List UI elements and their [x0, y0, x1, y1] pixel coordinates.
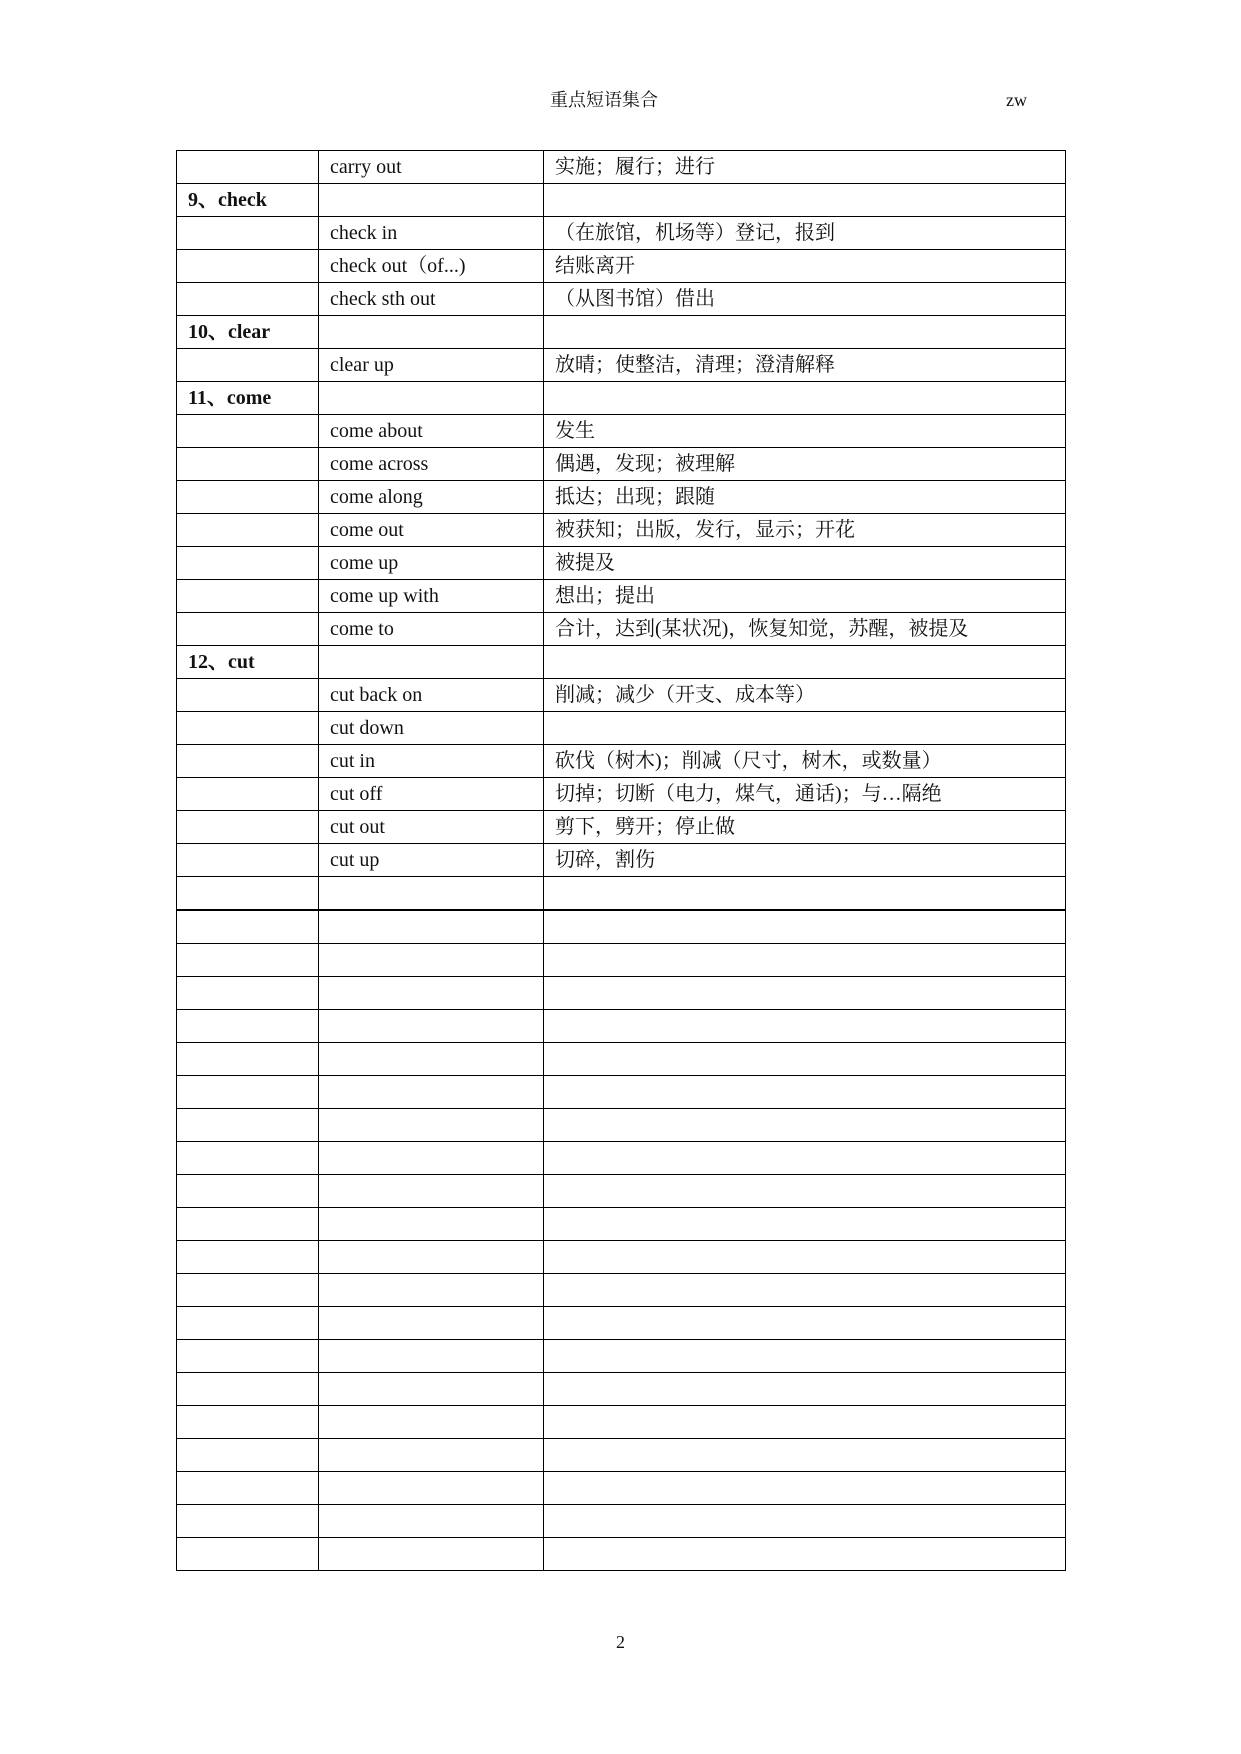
phrase-cell: come out [319, 514, 544, 547]
phrase-cell: come along [319, 481, 544, 514]
table-row [177, 481, 1066, 514]
group-head-cell [177, 1010, 319, 1043]
phrase-cell: come about [319, 415, 544, 448]
table-row [177, 1340, 1066, 1373]
group-head-cell [177, 217, 319, 250]
phrase-cell [319, 910, 544, 944]
table-row [177, 1505, 1066, 1538]
meaning-cell: 合计，达到(某状况)，恢复知觉，苏醒，被提及 [544, 613, 1066, 646]
phrase-cell [319, 1175, 544, 1208]
table-row [177, 646, 1066, 679]
table-row [177, 1439, 1066, 1472]
table-row [177, 514, 1066, 547]
table-row [177, 679, 1066, 712]
group-head-cell [177, 1274, 319, 1307]
table-row [177, 910, 1066, 944]
phrase-cell [319, 1406, 544, 1439]
meaning-cell [544, 1076, 1066, 1109]
phrase-cell: carry out [319, 151, 544, 184]
group-head-cell [177, 877, 319, 911]
meaning-cell [544, 1373, 1066, 1406]
phrase-cell: come up with [319, 580, 544, 613]
phrase-cell [319, 382, 544, 415]
group-head-cell: 12、cut [177, 646, 319, 679]
meaning-cell [544, 977, 1066, 1010]
group-head-cell [177, 1241, 319, 1274]
group-head-cell [177, 1439, 319, 1472]
phrase-cell [319, 1340, 544, 1373]
meaning-cell [544, 1307, 1066, 1340]
group-head-cell [177, 580, 319, 613]
group-head-cell [177, 844, 319, 877]
group-head-cell: 11、come [177, 382, 319, 415]
group-head-cell [177, 1406, 319, 1439]
group-head-cell [177, 448, 319, 481]
page-header-author: zw [1006, 90, 1027, 110]
meaning-cell: 实施；履行；进行 [544, 151, 1066, 184]
group-head-cell [177, 1340, 319, 1373]
group-head-cell [177, 415, 319, 448]
meaning-cell [544, 1241, 1066, 1274]
phrase-cell: check sth out [319, 283, 544, 316]
meaning-cell: 切掉；切断（电力，煤气，通话)；与…隔绝 [544, 778, 1066, 811]
group-head-cell [177, 811, 319, 844]
table-row [177, 1175, 1066, 1208]
table-row [177, 250, 1066, 283]
phrase-cell [319, 977, 544, 1010]
group-head-cell [177, 1076, 319, 1109]
group-head-cell: 10、clear [177, 316, 319, 349]
meaning-cell: 剪下，劈开；停止做 [544, 811, 1066, 844]
table-row [177, 1274, 1066, 1307]
phrase-cell [319, 1538, 544, 1571]
meaning-cell [544, 1274, 1066, 1307]
group-head-cell [177, 679, 319, 712]
group-head-cell [177, 1208, 319, 1241]
group-head-cell [177, 944, 319, 977]
group-head-cell: 9、check [177, 184, 319, 217]
phrase-cell [319, 877, 544, 911]
meaning-cell [544, 1538, 1066, 1571]
meaning-cell [544, 1109, 1066, 1142]
group-head-cell [177, 910, 319, 944]
page-header-title: 重点短语集合 [550, 90, 658, 110]
group-head-cell [177, 250, 319, 283]
table-row [177, 1307, 1066, 1340]
phrase-cell: check in [319, 217, 544, 250]
group-head-cell [177, 1538, 319, 1571]
meaning-cell: （在旅馆，机场等）登记，报到 [544, 217, 1066, 250]
group-head-cell [177, 283, 319, 316]
meaning-cell [544, 910, 1066, 944]
phrase-cell [319, 1307, 544, 1340]
table-row [177, 1076, 1066, 1109]
phrase-cell [319, 184, 544, 217]
meaning-cell [544, 1175, 1066, 1208]
meaning-cell: 偶遇，发现；被理解 [544, 448, 1066, 481]
table-row [177, 745, 1066, 778]
group-head-cell [177, 481, 319, 514]
group-head-cell [177, 1307, 319, 1340]
table-row [177, 415, 1066, 448]
meaning-cell: 抵达；出现；跟随 [544, 481, 1066, 514]
phrase-table [176, 150, 1066, 1571]
table-row [177, 877, 1066, 911]
table-row [177, 1142, 1066, 1175]
phrase-cell [319, 1076, 544, 1109]
phrase-cell: clear up [319, 349, 544, 382]
table-row [177, 1010, 1066, 1043]
phrase-table-body [177, 151, 1066, 1571]
table-row [177, 580, 1066, 613]
meaning-cell: 被获知；出版，发行，显示；开花 [544, 514, 1066, 547]
table-row [177, 283, 1066, 316]
group-head-cell [177, 613, 319, 646]
table-row [177, 1043, 1066, 1076]
table-row [177, 184, 1066, 217]
meaning-cell: 结账离开 [544, 250, 1066, 283]
phrase-cell: cut out [319, 811, 544, 844]
phrase-cell [319, 1505, 544, 1538]
meaning-cell [544, 1439, 1066, 1472]
phrase-cell: cut off [319, 778, 544, 811]
table-row [177, 382, 1066, 415]
phrase-cell: come to [319, 613, 544, 646]
table-row [177, 1406, 1066, 1439]
group-head-cell [177, 745, 319, 778]
phrase-cell: cut up [319, 844, 544, 877]
table-row [177, 547, 1066, 580]
group-head-cell [177, 1109, 319, 1142]
table-row [177, 944, 1066, 977]
phrase-cell: cut back on [319, 679, 544, 712]
table-row [177, 977, 1066, 1010]
phrase-cell [319, 1439, 544, 1472]
table-row [177, 712, 1066, 745]
meaning-cell [544, 1208, 1066, 1241]
meaning-cell: 削减；减少（开支、成本等） [544, 679, 1066, 712]
meaning-cell: 发生 [544, 415, 1066, 448]
meaning-cell [544, 1142, 1066, 1175]
group-head-cell [177, 1175, 319, 1208]
meaning-cell [544, 1340, 1066, 1373]
phrase-cell: come up [319, 547, 544, 580]
group-head-cell [177, 514, 319, 547]
meaning-cell [544, 646, 1066, 679]
table-row [177, 217, 1066, 250]
table-row [177, 811, 1066, 844]
phrase-cell: check out（of...) [319, 250, 544, 283]
table-row [177, 778, 1066, 811]
phrase-cell: cut in [319, 745, 544, 778]
meaning-cell [544, 1472, 1066, 1505]
meaning-cell [544, 1505, 1066, 1538]
phrase-cell [319, 1241, 544, 1274]
phrase-cell [319, 944, 544, 977]
meaning-cell: 被提及 [544, 547, 1066, 580]
meaning-cell [544, 316, 1066, 349]
phrase-cell: come across [319, 448, 544, 481]
page-number: 2 [616, 1632, 625, 1652]
meaning-cell [544, 382, 1066, 415]
table-row [177, 844, 1066, 877]
group-head-cell [177, 977, 319, 1010]
phrase-cell [319, 1043, 544, 1076]
meaning-cell [544, 944, 1066, 977]
group-head-cell [177, 778, 319, 811]
table-row [177, 1472, 1066, 1505]
group-head-cell [177, 547, 319, 580]
table-row [177, 316, 1066, 349]
phrase-cell [319, 1109, 544, 1142]
meaning-cell: 砍伐（树木)；削减（尺寸，树木，或数量） [544, 745, 1066, 778]
meaning-cell [544, 1406, 1066, 1439]
meaning-cell [544, 1043, 1066, 1076]
meaning-cell [544, 712, 1066, 745]
group-head-cell [177, 151, 319, 184]
table-row [177, 1241, 1066, 1274]
meaning-cell [544, 877, 1066, 911]
group-head-cell [177, 1043, 319, 1076]
phrase-cell [319, 1373, 544, 1406]
phrase-cell [319, 316, 544, 349]
phrase-cell [319, 1472, 544, 1505]
table-row [177, 613, 1066, 646]
table-row [177, 1538, 1066, 1571]
meaning-cell: 放晴；使整洁，清理；澄清解释 [544, 349, 1066, 382]
phrase-cell [319, 1010, 544, 1043]
table-row [177, 1109, 1066, 1142]
group-head-cell [177, 1373, 319, 1406]
phrase-cell [319, 1142, 544, 1175]
meaning-cell: 切碎，割伤 [544, 844, 1066, 877]
group-head-cell [177, 349, 319, 382]
phrase-cell [319, 1274, 544, 1307]
table-row [177, 151, 1066, 184]
meaning-cell: （从图书馆）借出 [544, 283, 1066, 316]
meaning-cell [544, 184, 1066, 217]
meaning-cell [544, 1010, 1066, 1043]
table-row [177, 448, 1066, 481]
phrase-cell: cut down [319, 712, 544, 745]
group-head-cell [177, 1472, 319, 1505]
group-head-cell [177, 1505, 319, 1538]
group-head-cell [177, 1142, 319, 1175]
table-row [177, 349, 1066, 382]
meaning-cell: 想出；提出 [544, 580, 1066, 613]
table-row [177, 1373, 1066, 1406]
phrase-cell [319, 646, 544, 679]
phrase-cell [319, 1208, 544, 1241]
group-head-cell [177, 712, 319, 745]
table-row [177, 1208, 1066, 1241]
